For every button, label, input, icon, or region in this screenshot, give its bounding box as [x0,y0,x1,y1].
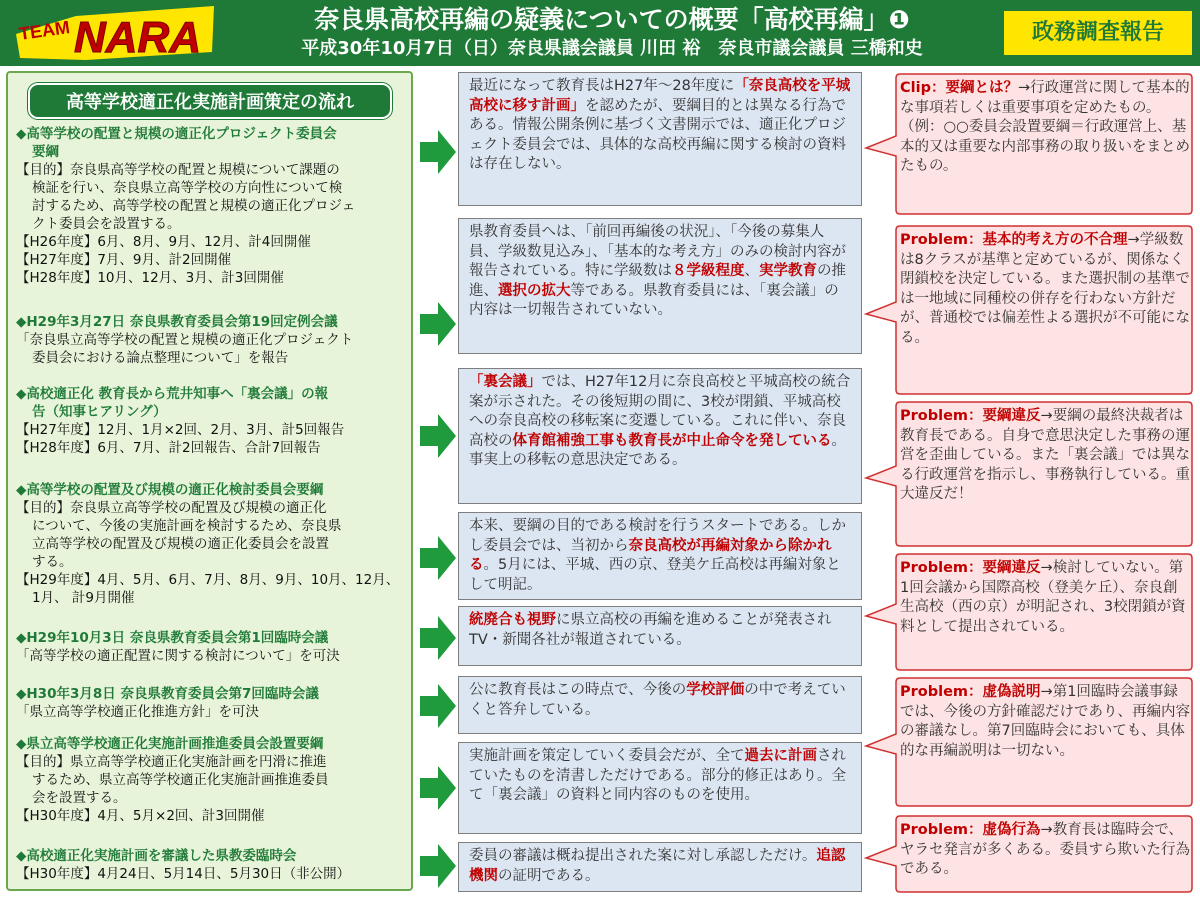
header-banner [0,0,1200,66]
callout-text [900,79,1190,177]
right-arrow-icon [420,536,456,580]
flow-item [16,847,408,883]
callout-label: Problem：基本的考え方の不合理 [900,232,1128,248]
flow-item-line: 【H28年度】6月、7月、計2回報告、合計7回報告 [16,440,321,456]
body-text: 。事実上の移転の意思決定である。 [469,432,846,468]
report-badge: 政務調査報告 [1004,11,1192,55]
explanation-box [458,842,862,892]
flow-item-line: 会を設置する。 [32,790,127,806]
highlight-text: 「裏会議」 [469,374,542,390]
callout-body: →学級数は8クラスが基準と定めているが、関係なく閉鎖校を決定している。また選択制の基準では一地域に同種校の併存を行わない方針だが、普通校では偏差性よる選択が不可能になる。 [900,232,1190,346]
flow-item [16,313,408,367]
problem-callout [866,402,1196,546]
problem-callout [866,74,1196,214]
highlight-text: 過去に計画 [744,748,817,764]
flow-item-line: 【目的】奈良県高等学校の配置と規模について課題の [16,162,340,178]
body-text: 県教育委員へは、「前回再編後の状況」、「今後の募集人員、学級数見込み」、「基本的な考え方」のみの検討内容が報告されている。特に学級数は [469,224,846,279]
flow-item [16,481,408,607]
highlight-text: 体育館補強工事も教育長が中止命令を発している [512,432,832,449]
right-arrow-icon [420,844,456,888]
flow-item-line: 【目的】奈良県立高等学校の配置及び規模の適正化 [16,500,327,516]
body-text: 。5月には、平城、西の京、登美ケ丘高校は再編対象として明記。 [469,557,841,593]
flow-item-line: 「奈良県立高等学校の配置と規模の適正化プロジェクト [16,332,354,348]
flow-item [16,735,408,825]
right-arrow-icon [420,616,456,660]
callout-body: →検討していない。第1回会議から国際高校（登美ケ丘）、奈良創生高校（西の京）が明記され、3校閉鎖が資料として提出されている。 [900,560,1186,635]
callout-label: Problem：要綱違反 [900,560,1041,576]
body-text: を認めたが、要綱目的とは異なる行為である。情報公開条例に基づく文書開示では、適正化プロジェクト委員会では、具体的な高校再編に関する検討の資料は存在しない。 [469,97,846,172]
flow-item-line: するため、県立高等学校適正化実施計画推進委員 [32,772,329,788]
flow-item-heading-cont: 告（知事ヒアリング） [32,404,167,420]
explanation-box [458,218,862,354]
body-text: 等である。県教育委員には、「裏会議」の内容は一切報告されていない。 [469,282,839,318]
flow-item-line: について、今後の実施計画を検討するため、奈良県 [32,518,342,534]
flow-item-heading: ◆高校適正化 教育長から荒井知事へ「裏会議」の報 [16,386,329,402]
flow-item-heading: ◆高等学校の配置と規模の適正化プロジェクト委員会 [16,126,337,142]
highlight-text: ８学級程度 [672,263,745,279]
body-text: の推進、 [469,263,846,299]
callout-label: Problem：要綱違反 [900,408,1041,424]
callout-body: →教育長は臨時会で、ヤラセ発言が多くある。委員すら欺いた行為である。 [900,822,1190,877]
highlight-text: 追認機関 [469,848,846,884]
flow-item-line: 【H26年度】6月、8月、9月、12月、計4回開催 [16,234,311,250]
body-text: 本来、要綱の目的である検討を行うスタートである。しかし委員会では、当初から [469,518,846,554]
flow-item-line: 【目的】県立高等学校適正化実施計画を円滑に推進 [16,754,327,770]
problem-callout [866,816,1196,892]
flow-item-heading-cont: 要綱 [32,144,59,160]
flow-item-heading: ◆県立高等学校適正化実施計画推進委員会設置要綱 [16,736,324,752]
flow-item-line: 【H29年度】4月、5月、6月、7月、8月、9月、10月、12月、 [16,572,400,588]
flow-item-line: 1月、 計9月開催 [32,590,135,606]
right-arrow-icon [420,130,456,174]
flow-item-line: 検証を行い、奈良県立高等学校の方向性について検 [32,180,343,196]
body-text: 最近になって教育長はH27年〜28年度に [469,78,735,94]
flow-item-line: クト委員会を設置する。 [32,216,181,232]
flow-item-heading: ◆高校適正化実施計画を審議した県教委臨時会 [16,848,297,864]
callout-text [900,231,1190,348]
explanation-box [458,742,862,834]
body-text: の中で考えていくと答弁している。 [469,682,846,718]
svg-text:TEAM: TEAM [17,17,72,44]
body-text: に県立高校の再編を進めることが発表されTV・新聞各社が報道されている。 [469,612,832,648]
flow-item [16,125,408,287]
callout-label: Problem：虚偽行為 [900,822,1041,838]
body-text: されていたものを清書しただけである。部分的修正はあり。全て「裏会議」の資料と同内容のものを使用。 [469,748,846,803]
explanation-box [458,512,862,600]
highlight-text: 奈良高校が再編対象から除かれる [469,537,832,573]
flow-item-line: 【H30年度】4月24日、5月14日、5月30日（非公開） [16,866,351,882]
highlight-text: 実学教育 [759,263,817,279]
left-flow-panel [6,71,413,891]
callout-label: Clip：要綱とは？ [900,80,1018,96]
left-panel-title: 高等学校適正化実施計画策定の流れ [28,83,392,119]
body-text: では、H27年12月に奈良高校と平城高校の統合案が示された。その後短期の間に、3校が閉鎖、平城高校への奈良高校の移転案に変遷している。これに伴い、奈良高校の [469,374,851,449]
callout-label: Problem：虚偽説明 [900,684,1041,700]
problem-callout [866,554,1196,670]
page-subtitle: 平成30年10月7日（日）奈良県議会議員 川田 裕 奈良市議会議員 三橋和史 [301,38,923,59]
explanation-box [458,72,862,206]
flow-item-line: 討するため、高等学校の配置と規模の適正化プロジェ [32,198,356,214]
flow-item-heading: ◆H30年3月8日 奈良県教育委員会第7回臨時会議 [16,686,319,702]
callout-body: →要綱の最終決裁者は教育長である。自身で意思決定した事務の運営を歪曲している。また「裏会議」では異なる行政運営を指示し、事務執行している。重大違反だ！ [900,408,1190,502]
explanation-box [458,676,862,734]
flow-item-line: 委員会における論点整理について」を報告 [32,350,289,366]
flow-item-line: 立高等学校の配置及び規模の適正化委員会を設置 [32,536,329,552]
flow-item-line: 「高等学校の適正配置に関する検討について」を可決 [16,648,340,664]
explanation-box [458,606,862,666]
page-title: 奈良県高校再編の疑義についての概要「高校再編」❶ [314,5,910,34]
right-arrow-icon [420,414,456,458]
flow-item-line: 【H30年度】4月、5月×2回、計3回開催 [16,808,265,824]
flow-item-line: 【H28年度】10月、12月、3月、計3回開催 [16,270,284,286]
flow-item [16,685,408,721]
callout-body: →第1回臨時会議事録では、今後の方針確認だけであり、再編内容の審議なし。第7回臨時会においても、具体的な再編説明は一切ない。 [900,684,1190,759]
highlight-text: 「奈良高校を平城高校に移す計画」 [469,78,851,114]
right-arrow-icon [420,302,456,346]
body-text: 実施計画を策定していく委員会だが、全て [469,748,745,764]
body-text: 公に教育長はこの時点で、今後の [469,682,687,698]
callout-text [900,559,1190,637]
svg-text:NARA: NARA [74,13,202,62]
highlight-text: 選択の拡大 [498,282,571,299]
flow-item-line: 「県立高等学校適正化推進方針」を可決 [16,704,259,720]
flow-item-heading: ◆高等学校の配置及び規模の適正化検討委員会要綱 [16,482,324,498]
body-text: 委員の審議は概ね提出された案に対し承認しただけ。 [469,848,817,864]
flow-item-heading: ◆H29年3月27日 奈良県教育委員会第19回定例会議 [16,314,338,330]
flow-item [16,385,408,457]
explanation-box [458,368,862,504]
flow-item-heading: ◆H29年10月3日 奈良県教育委員会第1回臨時会議 [16,630,329,646]
flow-item-line: 【H27年度】12月、1月×2回、2月、3月、計5回報告 [16,422,345,438]
right-arrow-icon [420,684,456,728]
problem-callout [866,678,1196,806]
callout-text [900,407,1190,505]
highlight-text: 学校評価 [686,682,745,698]
highlight-text: 統廃合も視野 [469,612,556,628]
right-arrow-icon [420,766,456,810]
callout-body: →行政運営に関して基本的な事項若しくは重要事項を定めたもの。（例：○○委員会設置要綱＝行政運営上、基本的又は重要な内部事務の取り扱いをまとめたもの。 [900,80,1190,174]
flow-item-line: 【H27年度】7月、9月、計2回開催 [16,252,232,268]
body-text: 、 [744,263,759,279]
callout-text [900,821,1190,880]
flow-item-line: する。 [32,554,73,570]
body-text: の証明である。 [498,867,600,884]
flow-item [16,629,408,665]
callout-text [900,683,1190,761]
problem-callout [866,226,1196,394]
team-nara-logo [6,4,220,62]
